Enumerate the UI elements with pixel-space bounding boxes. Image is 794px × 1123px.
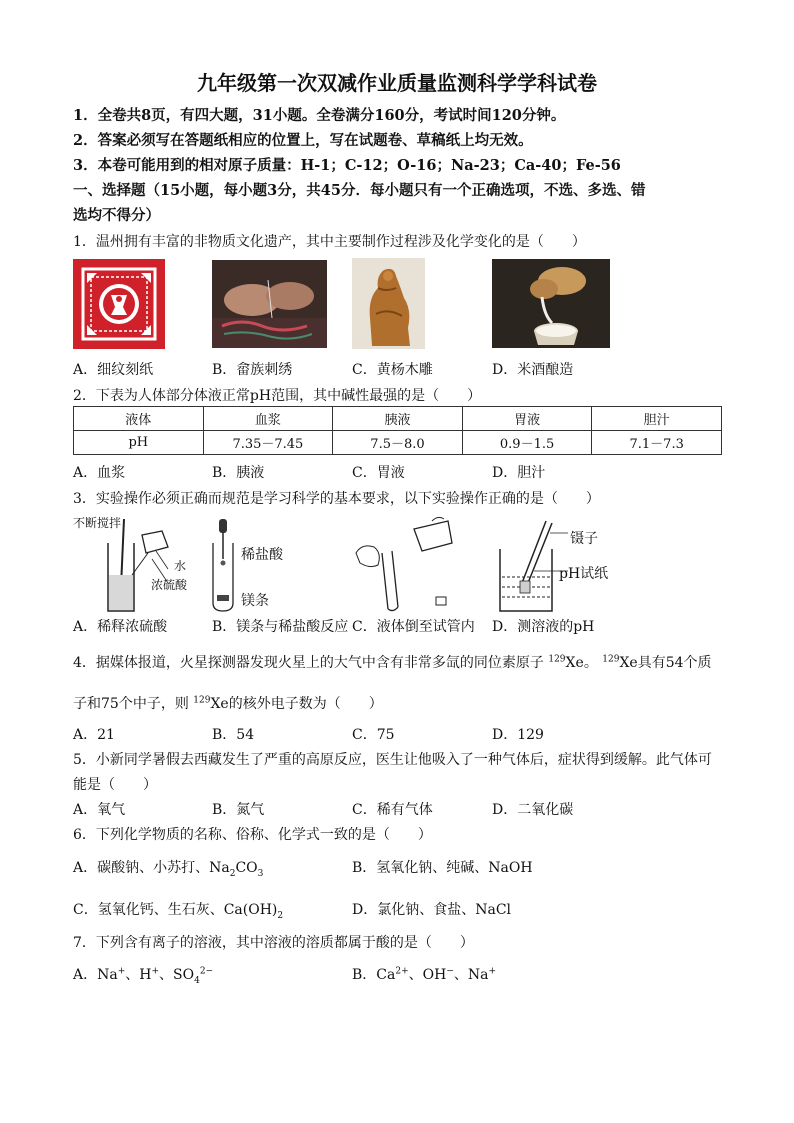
q7-b-ion: 、OH [408,967,447,983]
charge: 2+ [395,966,409,977]
q4-stem-line1 [73,652,712,672]
q7-option-b[interactable] [352,964,496,984]
q6-stem: 6．下列化学物质的名称、俗称、化学式一致的是（ ） [73,827,432,843]
q6-option-d[interactable]: D．氯化钠、食盐、NaCl [352,902,512,918]
q4-option-b[interactable]: B．54 [212,727,255,743]
ph-table-cell: 7.1－7.3 [592,431,722,455]
xe-symbol: Xe [565,655,584,671]
q4-period: 。 [583,655,598,671]
subscript: 2 [277,910,284,921]
q3-option-c[interactable]: C．液体倒至试管内 [352,619,475,635]
q4-option-c[interactable]: C．75 [352,727,395,743]
papercut-image [73,259,165,349]
charge: + [488,966,497,977]
q5-stem-line1: 5．小新同学暑假去西藏发生了严重的高原反应，医生让他吸入了一种气体后，症状得到缓解。此气体可 [73,752,712,768]
subscript: 4 [194,975,200,986]
tweezers-label: 镊子 [570,531,598,547]
charge: + [117,966,126,977]
q1-option-c[interactable]: C．黄杨木雕 [352,362,433,378]
q1-option-b[interactable]: B．畲族刺绣 [212,362,293,378]
q7-b-lead: B．Ca [352,967,396,983]
q3-stem: 3．实验操作必须正确而规范是学习科学的基本要求，以下实验操作正确的是（ ） [73,491,600,507]
q2-option-a[interactable]: A．血浆 [73,465,126,481]
q4-stem-cont: 具有54个质 [637,655,712,671]
q6-option-a[interactable] [73,857,263,877]
q7-a-lead: A．Na [73,967,118,983]
ph-table-cell: pH [74,431,204,455]
mass-number: 129 [548,654,566,665]
q5-stem-line2: 能是（ ） [73,777,157,793]
xe-symbol: Xe [210,696,229,712]
q4-stem-line2 [73,693,383,713]
note-3: 3．本卷可能用到的相对原子质量：H-1；C-12；O-16；Na-23；Ca-40；Fe-56 [73,157,621,174]
note-2: 2．答案必须写在答题纸相应的位置上，写在试题卷、草稿纸上均无效。 [73,132,533,149]
ph-table-header-cell: 胆汁 [592,407,722,431]
q2-option-d[interactable]: D．胆汁 [492,465,546,481]
q6-option-c-text: C．氢氧化钙、生石灰、Ca(OH) [73,902,278,918]
q7-option-a[interactable] [73,964,213,984]
q1-stem: 1．温州拥有丰富的非物质文化遗产，其中主要制作过程涉及化学变化的是（ ） [73,234,586,250]
q1-option-d[interactable]: D．米酒酿造 [492,362,574,378]
mass-number: 129 [602,654,620,665]
q7-stem: 7．下列含有离子的溶液，其中溶液的溶质都属于酸的是（ ） [73,935,474,951]
embroidery-image [212,260,327,348]
q4-stem-text: 4．据媒体报道，火星探测器发现火星上的大气中含有非常多氙的同位素原子 [73,655,544,671]
section-header-line2: 选均不得分） [73,207,160,224]
xe-symbol: Xe [619,655,638,671]
ph-table-header-cell: 液体 [74,407,204,431]
ph-table [73,406,722,455]
section-header-line1: 一、选择题（15小题，每小题3分，共45分．每小题只有一个正确选项，不选、多选、错 [73,182,646,199]
q4-option-d[interactable]: D．129 [492,727,544,743]
ph-table-header-cell: 胃液 [462,407,592,431]
q2-option-c[interactable]: C．胃液 [352,465,405,481]
q3-option-a[interactable]: A．稀释浓硫酸 [73,619,168,635]
charge: + [151,966,160,977]
q5-option-a[interactable]: A．氧气 [73,802,126,818]
q4-line2-text: 子和75个中子，则 [73,696,189,712]
ph-table-header-cell: 胰液 [333,407,463,431]
mg-label: 镁条 [241,593,269,609]
ph-table-header-row [74,407,722,431]
ph-table-value-row [74,431,722,455]
q1-option-a[interactable]: A．细纹刻纸 [73,362,154,378]
q6-option-b[interactable]: B．氢氧化钠、纯碱、NaOH [352,860,533,876]
q5-option-b[interactable]: B．氮气 [212,802,265,818]
subscript: 3 [257,868,264,879]
ph-table-cell: 7.35－7.45 [203,431,333,455]
ph-table-header-cell: 血浆 [203,407,333,431]
wood-carving-image [352,258,425,349]
q7-a-ion: 、SO [159,967,195,983]
mg-hcl-figure [205,513,245,613]
q6-option-c[interactable] [73,899,283,919]
pouring-liquid-figure [352,513,462,613]
q3-option-d[interactable]: D．测溶液的pH [492,619,595,635]
stir-label: 不断搅拌 [73,516,122,530]
q4-option-a[interactable]: A．21 [73,727,115,743]
water-label: 水 [174,559,187,573]
acid-label: 浓硫酸 [151,578,188,592]
q3-option-b[interactable]: B．镁条与稀盐酸反应 [212,619,349,635]
q7-a-ion: 、H [125,967,152,983]
q5-option-c[interactable]: C．稀有气体 [352,802,433,818]
subscript: 2 [229,868,236,879]
charge: 2− [199,966,214,977]
q2-stem: 2．下表为人体部分体液正常pH范围，其中碱性最强的是（ ） [73,388,482,404]
q7-b-ion: 、Na [453,967,489,983]
mass-number: 129 [193,695,211,706]
charge: − [446,966,454,977]
q2-option-b[interactable]: B．胰液 [212,465,265,481]
q5-option-d[interactable]: D．二氧化碳 [492,802,574,818]
ph-table-cell: 7.5－8.0 [333,431,463,455]
q6-option-a-text: A．碳酸钠、小苏打、Na [73,860,230,876]
ph-paper-label: pH试纸 [559,566,609,582]
rice-wine-image [492,259,610,348]
ph-table-cell: 0.9－1.5 [462,431,592,455]
note-1: 1．全卷共8页，有四大题，31小题。全卷满分160分，考试时间120分钟。 [73,107,566,124]
hcl-label: 稀盐酸 [241,547,283,563]
q4-line2-tail: 的核外电子数为（ ） [228,696,383,712]
q6-option-a-formula: CO [235,860,258,876]
page-title: 九年级第一次双减作业质量监测科学学科试卷 [197,71,597,95]
